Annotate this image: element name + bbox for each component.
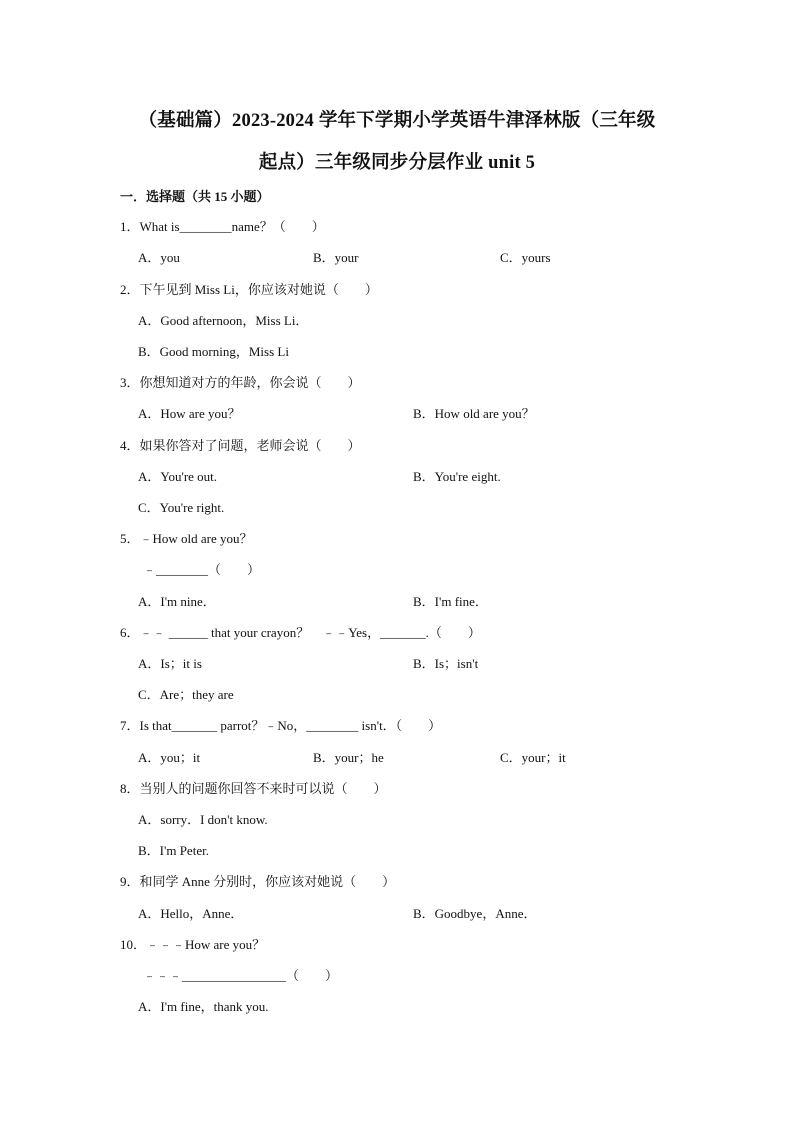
question-1-option-a[interactable]: A．you [138,250,180,265]
question-5-answer-line: ﹣________（ ） [143,562,261,577]
question-5-option-a[interactable]: A．I'm nine． [138,594,216,609]
question-5-option-b[interactable]: B．I'm fine． [413,594,488,609]
question-9-option-b[interactable]: B．Goodbye，Anne． [413,906,537,921]
question-9-stem: 9．和同学 Anne 分别时，你应该对她说（ ） [120,874,396,889]
question-8-option-a[interactable]: A．sorry．I don't know. [138,812,268,827]
question-10-option-a[interactable]: A．I'm fine，thank you. [138,999,269,1014]
question-7-option-a[interactable]: A．you；it [138,750,201,765]
question-7-option-b[interactable]: B．your；he [313,750,384,765]
document-title-line-1: （基础篇）2023-2024 学年下学期小学英语牛津泽林版（三年级 [138,111,656,131]
document-title-line-2: 起点）三年级同步分层作业 unit 5 [258,153,536,173]
question-4-stem: 4．如果你答对了问题，老师会说（ ） [120,438,361,453]
question-1-option-b[interactable]: B．your [313,250,359,265]
question-8-option-b[interactable]: B．I'm Peter. [138,843,209,858]
question-6-option-b[interactable]: B．Is；isn't [413,656,479,671]
question-7-option-c[interactable]: C．your；it [500,750,566,765]
question-3-stem: 3．你想知道对方的年龄，你会说（ ） [120,375,361,390]
question-6-option-a[interactable]: A．Is；it is [138,656,202,671]
question-5-stem: 5．﹣How old are you？ [120,531,253,546]
question-10-stem: 10．﹣﹣﹣How are you？ [120,937,266,952]
question-2-option-a[interactable]: A．Good afternoon，Miss Li． [138,313,309,328]
question-7-stem: 7．Is that_______ parrot？﹣No，________ isn't．（ ） [120,718,442,733]
question-1-stem: 1．What is________name？（ ） [120,219,325,234]
question-4-option-a[interactable]: A．You're out. [138,469,218,484]
question-6-option-c[interactable]: C．Are；they are [138,687,234,702]
question-4-option-b[interactable]: B．You're eight. [413,469,501,484]
question-4-option-c[interactable]: C．You're right. [138,500,225,515]
section-heading: 一．选择题（共 15 小题） [120,189,270,204]
question-1-option-c[interactable]: C．yours [500,250,551,265]
question-2-option-b[interactable]: B．Good morning，Miss Li [138,344,289,359]
question-3-option-b[interactable]: B．How old are you？ [413,406,535,421]
question-2-stem: 2．下午见到 Miss Li，你应该对她说（ ） [120,282,378,297]
question-6-stem: 6．﹣﹣ ______ that your crayon？ ﹣﹣Yes，_______.（ ） [120,625,481,640]
question-8-stem: 8．当别人的问题你回答不来时可以说（ ） [120,781,387,796]
question-10-answer-line: ﹣﹣﹣________________（ ） [143,968,339,983]
question-3-option-a[interactable]: A．How are you？ [138,406,241,421]
question-9-option-a[interactable]: A．Hello，Anne． [138,906,244,921]
